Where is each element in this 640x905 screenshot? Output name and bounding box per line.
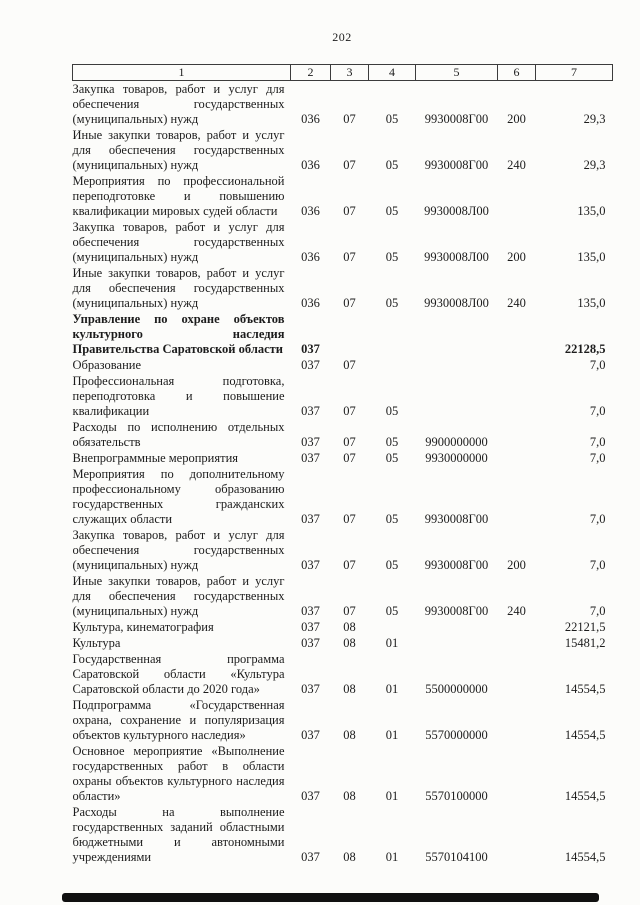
row-code: 07 <box>343 435 356 449</box>
table-row <box>73 466 613 527</box>
row-code: 5500000000 <box>425 682 488 696</box>
row-code: 240 <box>507 604 526 618</box>
row-code <box>498 173 536 219</box>
row-code: 05 <box>385 558 399 572</box>
row-code: 05 <box>385 250 399 264</box>
row-description: Профессиональная подготовка, переподготовка и повышение квалификации <box>72 374 285 418</box>
row-code: 036 <box>301 250 320 264</box>
row-amount: 135,0 <box>577 296 606 310</box>
row-code: 07 <box>343 404 356 418</box>
row-description: Закупка товаров, работ и услуг для обеспечения государственных (муниципальных) нужд <box>72 220 285 264</box>
row-code <box>498 619 536 635</box>
row-amount: 29,3 <box>583 112 606 126</box>
row-amount: 7,0 <box>589 558 606 572</box>
row-code: 5570000000 <box>425 728 488 742</box>
table-row <box>73 450 613 466</box>
row-code: 9930008Г00 <box>424 604 489 618</box>
row-amount: 7,0 <box>589 435 606 449</box>
row-code <box>369 357 416 373</box>
row-description: Расходы по исполнению отдельных обязательств <box>72 420 285 449</box>
row-code: 05 <box>385 204 399 218</box>
row-code: 01 <box>385 789 399 803</box>
row-code: 9900000000 <box>425 435 488 449</box>
row-code: 05 <box>385 512 399 526</box>
row-amount: 15481,2 <box>564 636 606 650</box>
row-description: Управление по охране объектов культурного наследия Правительства Саратовской области <box>72 312 285 356</box>
row-code <box>498 373 536 419</box>
row-code: 08 <box>343 636 356 650</box>
row-code: 08 <box>343 728 356 742</box>
column-header: 6 <box>498 65 536 81</box>
row-code: 08 <box>343 620 356 634</box>
row-code: 05 <box>385 604 399 618</box>
table-row <box>73 81 613 128</box>
budget-table-grid <box>72 64 613 865</box>
row-code <box>416 311 498 357</box>
table-row <box>73 619 613 635</box>
column-header: 3 <box>331 65 369 81</box>
row-code: 037 <box>301 404 320 418</box>
row-code: 037 <box>301 558 320 572</box>
row-description: Внепрограммные мероприятия <box>72 451 239 465</box>
row-code <box>498 311 536 357</box>
row-code: 037 <box>301 636 320 650</box>
row-code <box>369 311 416 357</box>
row-code: 08 <box>343 682 356 696</box>
row-amount: 14554,5 <box>564 789 606 803</box>
row-code: 5570100000 <box>425 789 488 803</box>
row-code <box>416 373 498 419</box>
row-code: 037 <box>301 342 320 356</box>
table-row <box>73 419 613 450</box>
row-code: 200 <box>507 250 526 264</box>
table-row <box>73 635 613 651</box>
table-row <box>73 311 613 357</box>
row-code: 037 <box>301 435 320 449</box>
row-amount: 135,0 <box>577 250 606 264</box>
row-code: 036 <box>301 112 320 126</box>
table-row <box>73 357 613 373</box>
table-row <box>73 697 613 743</box>
row-code: 240 <box>507 296 526 310</box>
table-row <box>73 173 613 219</box>
row-code: 07 <box>343 250 356 264</box>
row-code: 9930008Г00 <box>424 512 489 526</box>
row-code: 9930008Г00 <box>424 158 489 172</box>
row-code: 037 <box>301 728 320 742</box>
row-amount: 7,0 <box>589 604 606 618</box>
row-description: Государственная программа Саратовской области «Культура Саратовской области до 2020 года» <box>72 652 285 696</box>
row-code <box>416 635 498 651</box>
row-code: 037 <box>301 620 320 634</box>
row-code: 07 <box>343 296 356 310</box>
column-header: 2 <box>291 65 331 81</box>
row-code <box>331 311 369 357</box>
row-code: 05 <box>385 296 399 310</box>
row-code <box>498 804 536 865</box>
row-amount: 14554,5 <box>564 728 606 742</box>
table-row <box>73 573 613 619</box>
row-code: 9930008Г00 <box>424 112 489 126</box>
row-code: 07 <box>343 451 356 465</box>
row-code: 200 <box>507 558 526 572</box>
row-description: Подпрограмма «Государственная охрана, сохранение и популяризация объектов культурного наследия» <box>72 698 285 742</box>
row-code: 9930008Г00 <box>424 558 489 572</box>
row-code: 01 <box>385 636 399 650</box>
row-code: 01 <box>385 850 399 864</box>
row-code: 05 <box>385 451 399 465</box>
row-amount: 14554,5 <box>564 682 606 696</box>
row-code: 01 <box>385 728 399 742</box>
row-amount: 135,0 <box>577 204 606 218</box>
row-code <box>369 619 416 635</box>
row-amount: 22128,5 <box>564 342 606 356</box>
column-header: 7 <box>536 65 613 81</box>
row-code: 07 <box>343 558 356 572</box>
column-header: 5 <box>416 65 498 81</box>
row-code: 036 <box>301 296 320 310</box>
row-code: 07 <box>343 158 356 172</box>
row-amount: 22121,5 <box>564 620 606 634</box>
row-description: Иные закупки товаров, работ и услуг для обеспечения государственных (муниципальных) нужд <box>72 266 285 310</box>
row-code: 07 <box>343 204 356 218</box>
row-amount: 7,0 <box>589 512 606 526</box>
row-code: 9930008Л00 <box>424 250 489 264</box>
row-code <box>498 450 536 466</box>
row-code <box>498 697 536 743</box>
row-code: 01 <box>385 682 399 696</box>
row-description: Культура, кинематография <box>72 620 214 634</box>
row-amount: 7,0 <box>589 358 606 372</box>
table-row <box>73 804 613 865</box>
row-description: Иные закупки товаров, работ и услуг для обеспечения государственных (муниципальных) нужд <box>72 574 285 618</box>
row-code: 07 <box>343 112 356 126</box>
table-row <box>73 127 613 173</box>
budget-table <box>72 64 613 865</box>
row-code <box>498 743 536 804</box>
row-code: 036 <box>301 204 320 218</box>
row-description: Закупка товаров, работ и услуг для обеспечения государственных (муниципальных) нужд <box>72 528 285 572</box>
row-code: 9930008Л00 <box>424 204 489 218</box>
column-header: 4 <box>369 65 416 81</box>
row-description: Мероприятия по дополнительному профессиональному образованию государственных гражданских служащих области <box>72 467 285 526</box>
row-amount: 7,0 <box>589 451 606 465</box>
row-code: 037 <box>301 451 320 465</box>
row-code: 037 <box>301 789 320 803</box>
row-description: Расходы на выполнение государственных заданий областными бюджетными и автономными учреждениями <box>72 805 285 864</box>
scan-artifact-bar <box>62 893 599 902</box>
page-number: 202 <box>332 30 352 44</box>
row-code: 07 <box>343 358 356 372</box>
row-code <box>498 466 536 527</box>
row-code <box>416 619 498 635</box>
row-code: 05 <box>385 435 399 449</box>
row-code: 07 <box>343 512 356 526</box>
table-row <box>73 219 613 265</box>
row-code: 200 <box>507 112 526 126</box>
row-amount: 29,3 <box>583 158 606 172</box>
table-row <box>73 527 613 573</box>
row-description: Основное мероприятие «Выполнение государственных работ в области охраны объектов культурного наследия области» <box>72 744 285 803</box>
table-row <box>73 743 613 804</box>
column-header: 1 <box>73 65 291 81</box>
row-code <box>498 419 536 450</box>
table-header-row <box>73 65 613 81</box>
row-code: 240 <box>507 158 526 172</box>
row-code: 9930008Л00 <box>424 296 489 310</box>
row-code <box>416 357 498 373</box>
row-code: 036 <box>301 158 320 172</box>
table-body <box>73 81 613 866</box>
row-code: 07 <box>343 604 356 618</box>
row-code: 05 <box>385 404 399 418</box>
row-description: Иные закупки товаров, работ и услуг для обеспечения государственных (муниципальных) нужд <box>72 128 285 172</box>
row-code: 08 <box>343 789 356 803</box>
row-amount: 14554,5 <box>564 850 606 864</box>
row-code: 037 <box>301 850 320 864</box>
row-code: 5570104100 <box>425 850 488 864</box>
row-code: 05 <box>385 112 399 126</box>
row-description: Образование <box>72 358 142 372</box>
row-code <box>498 357 536 373</box>
row-code: 08 <box>343 850 356 864</box>
table-row <box>73 373 613 419</box>
row-code: 037 <box>301 512 320 526</box>
row-code: 05 <box>385 158 399 172</box>
row-code: 037 <box>301 604 320 618</box>
row-description: Культура <box>72 636 121 650</box>
row-code: 037 <box>301 682 320 696</box>
row-code <box>498 635 536 651</box>
row-description: Мероприятия по профессиональной переподготовке и повышению квалификации мировых судей области <box>72 174 285 218</box>
row-code <box>498 651 536 697</box>
table-row <box>73 651 613 697</box>
row-code: 9930000000 <box>425 451 488 465</box>
row-amount: 7,0 <box>589 404 606 418</box>
table-row <box>73 265 613 311</box>
row-code: 037 <box>301 358 320 372</box>
row-description: Закупка товаров, работ и услуг для обеспечения государственных (муниципальных) нужд <box>72 82 285 126</box>
